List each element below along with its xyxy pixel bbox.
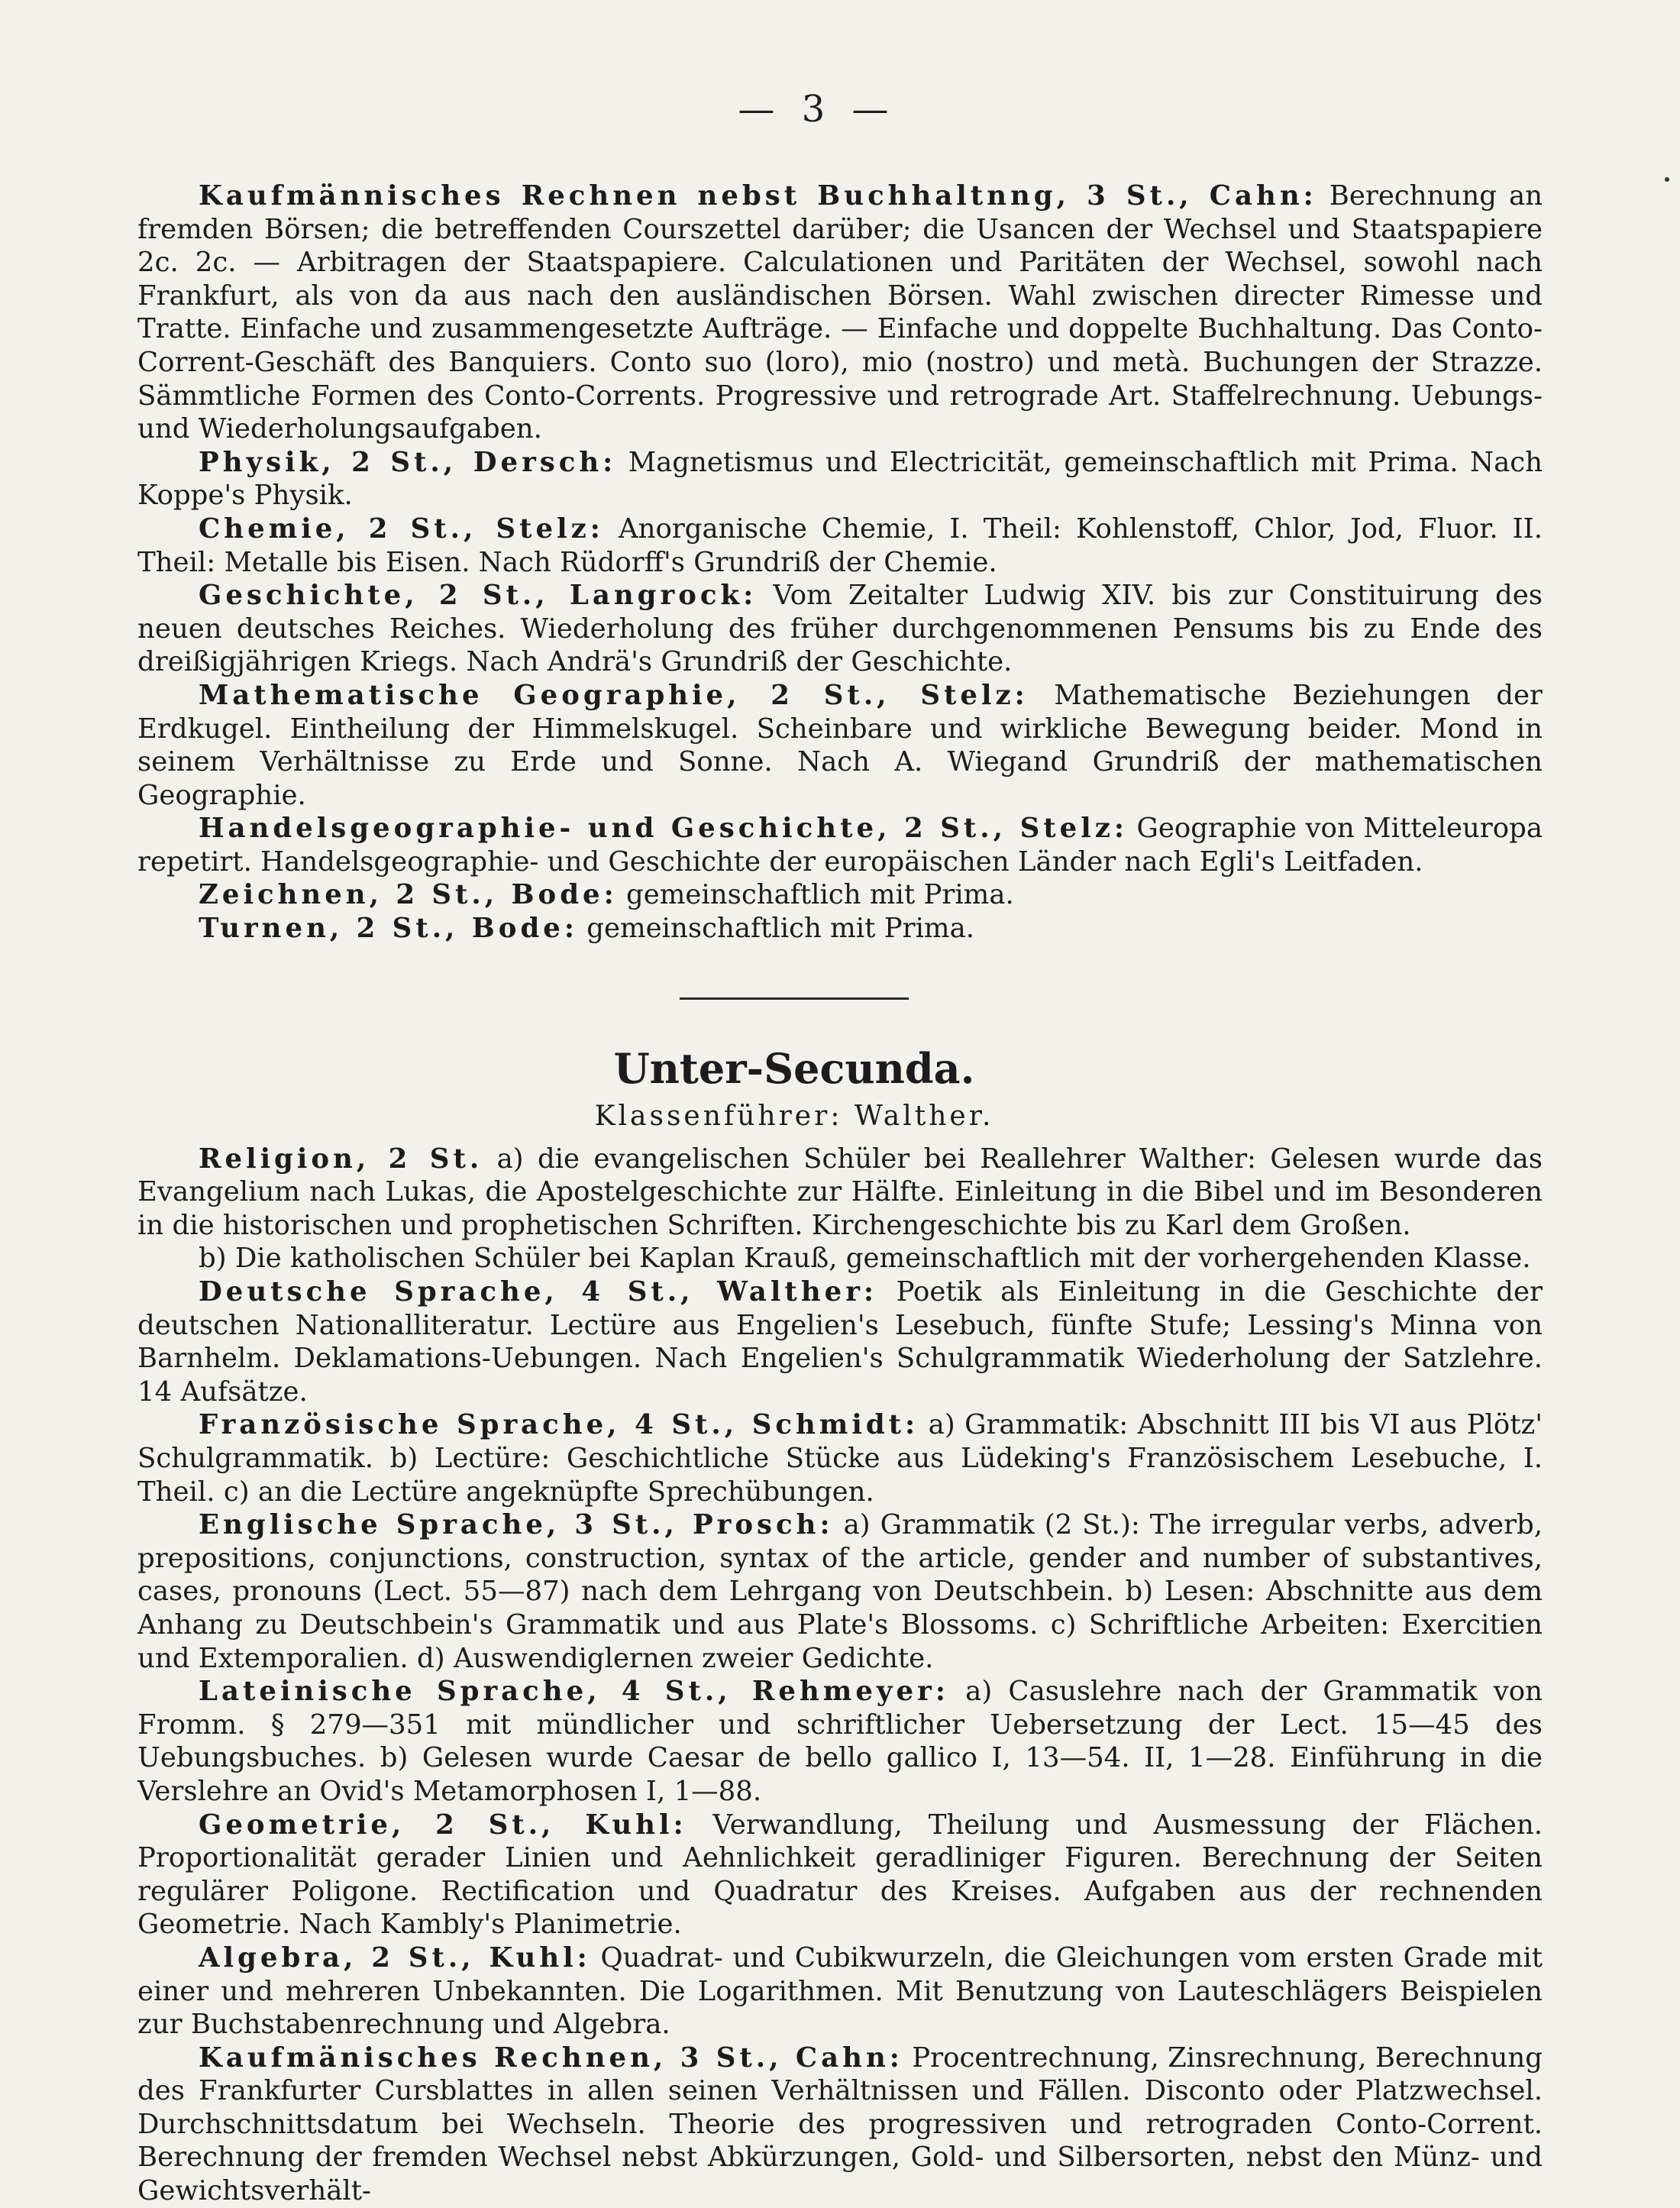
subject-heading: Turnen, 2 St., Bode: [199,913,578,945]
subject-text: b) Die katholischen Schüler bei Kaplan Krauß, gemeinschaftlich mit der vorhergehenden Klasse. [199,1243,1531,1275]
subject-text: a) Grammatik (2 St.): The irregular verbs, adverb, prepositions, conjunctions, construction, syntax of the article, gender and number of substantives, cases, pronouns (Lect. 55—87) nach dem Lehrgang von Deutschbein. b) Lesen: Abschnitte aus dem Anhang zu Deutschbein's Grammatik und aus Plate's Blossoms. c) Schriftliche Arbeiten: Exercitien und Extemporalien. d) Auswendiglernen zweier Gedichte. [137,1509,1543,1674]
subject-heading: Geschichte, 2 St., Langrock: [199,580,758,612]
subject-paragraph [137,1242,1543,1275]
subject-paragraph [137,1508,1543,1675]
section-divider [680,997,909,1000]
subject-paragraph [137,1143,1543,1243]
subject-heading: Zeichnen, 2 St., Bode: [199,879,618,911]
subject-text: Quadrat- und Cubikwurzeln, die Gleichungen vom ersten Grade mit einer und mehreren Unbekannten. Die Logarithmen. Mit Benutzung von Lauteschlägers Beispielen zur Buchstabenrechnung und Algebra. [137,1941,1543,2041]
subject-paragraph [137,1675,1543,1808]
subject-heading: Geometrie, 2 St., Kuhl: [199,1809,687,1841]
subject-paragraph [137,1275,1543,1408]
subject-text: gemeinschaftlich mit Prima. [577,913,975,945]
section-unter-secunda [137,1143,1543,2208]
subject-heading: Physik, 2 St., Dersch: [199,446,617,478]
subject-heading: Handelsgeographie- und Geschichte, 2 St., Stelz: [199,813,1128,845]
subject-text: a) die evangelischen Schüler bei Reallehrer Walther: Gelesen wurde das Evangelium nach Lukas, die Apostelgeschichte zur Hälfte. Einleitung in die Bibel und im Besonderen in die historischen und prophetischen Schriften. Kirchengeschichte bis zu Karl dem Großen. [137,1143,1543,1241]
subject-paragraph [137,812,1543,878]
subject-heading: Englische Sprache, 3 St., Prosch: [199,1509,834,1541]
subject-text: Anorganische Chemie, I. Theil: Kohlenstoff, Chlor, Jod, Fluor. II. Theil: Metalle bis Eisen. Nach Rüdorff's Grundriß der Chemie. [137,512,1543,578]
subject-paragraph [137,912,1543,946]
subject-text: Verwandlung, Theilung und Ausmessung der Flächen. Proportionalität gerader Linien und Aehnlichkeit geradliniger Figuren. Berechnung der Seiten regulärer Poligone. Rectification und Quadratur des Kreises. Aufgaben aus der rechnenden Geometrie. Nach Kambly's Planimetrie. [137,1809,1543,1941]
subject-heading: Deutsche Sprache, 4 St., Walther: [199,1276,878,1308]
subject-text: gemeinschaftlich mit Prima. [617,879,1014,911]
subject-text: a) Casuslehre nach der Grammatik von Fromm. § 279—351 mit mündlicher und schriftlicher Uebersetzung der Lect. 15—45 des Uebungsbuches. b) Gelesen wurde Caesar de bello gallico I, 13—54. II, 1—28. Einführung in die Verslehre an Ovid's Metamorphosen I, 1—88. [137,1676,1543,1807]
subject-heading: Algebra, 2 St., Kuhl: [199,1941,591,1974]
subject-text: Poetik als Einleitung in die Geschichte der deutschen Nationalliteratur. Lectüre aus Engelien's Lesebuch, fünfte Stufe; Lessing's Minna von Barnhelm. Deklamations-Uebungen. Nach Engelien's Schulgrammatik Wiederholung der Satzlehre. 14 Aufsätze. [137,1276,1543,1408]
subject-heading: Mathematische Geographie, 2 St., Stelz: [199,679,1029,711]
subject-text: Mathematische Beziehungen der Erdkugel. Eintheilung der Himmelskugel. Scheinbare und wirkliche Bewegung beider. Mond in seinem Verhältnisse zu Erde und Sonne. Nach A. Wiegand Grundriß der mathematischen Geographie. [137,679,1543,811]
subject-heading: Chemie, 2 St., Stelz: [199,512,604,545]
page [137,88,1543,2208]
subject-paragraph [137,1941,1543,2042]
section-prima-continued [137,179,1543,946]
subject-heading: Religion, 2 St. [199,1143,483,1175]
subject-text: a) Grammatik: Abschnitt III bis VI aus Plötz' Schulgrammatik. b) Lectüre: Geschichtliche Stücke aus Lüdeking's Französischem Lesebuche, I. Theil. c) an die Lectüre angeknüpfte Sprechübungen. [137,1409,1543,1508]
subject-text: Magnetismus und Electricität, gemeinschaftlich mit Prima. Nach Koppe's Physik. [137,446,1543,512]
subject-text: Procentrechnung, Zinsrechnung, Berechnung des Frankfurter Cursblattes in allen seinen Verhältnissen und Fällen. Disconto oder Platzwechsel. Durchschnittsdatum bei Wechseln. Theorie des progressiven und retrograden Conto-Corrent. Berechnung der fremden Wechsel nebst Abkürzungen, Gold- und Silbersorten, nebst den Münz- und Gewichtsverhält- [137,2042,1543,2207]
subject-paragraph [137,1809,1543,1941]
class-leader: Klassenführer: Walther. [594,1100,994,1132]
subject-paragraph [137,179,1543,446]
subject-text: Berechnung an fremden Börsen; die betreffenden Courszettel darüber; die Usancen der Wechsel und Staatspapiere 2c. 2c. — Arbitragen der Staatspapiere. Calculationen und Paritäten der Wechsel, sowohl nach Frankfurt, als von da aus nach den ausländischen Börsen. Wahl zwischen directer Rimesse und Tratte. Einfache und zusammengesetzte Aufträge. — Einfache und doppelte Buchhaltung. Das Conto-Corrent-Geschäft des Banquiers. Conto suo (loro), mio (nostro) und metà. Buchungen der Strazze. Sämmtliche Formen des Conto-Corrents. Progressive und retrograde Art. Staffelrechnung. Uebungs- und Wiederholungsaufgaben. [137,180,1543,445]
subject-paragraph [137,579,1543,679]
subject-paragraph [137,878,1543,912]
page-number: — 3 — [738,88,897,131]
subject-heading: Kaufmänisches Rechnen, 3 St., Cahn: [199,2042,903,2074]
subject-text: Vom Zeitalter Ludwig XIV. bis zur Constituirung des neuen deutsches Reiches. Wiederholung des früher durchgenommenen Pensums bis zu Ende des dreißigjährigen Kriegs. Nach Andrä's Grundriß der Geschichte. [137,580,1543,678]
subject-heading: Kaufmännisches Rechnen nebst Buchhaltnng, 3 St., Cahn: [199,180,1317,212]
subject-paragraph [137,1408,1543,1508]
subject-paragraph [137,446,1543,512]
subject-heading: Französische Sprache, 4 St., Schmidt: [199,1409,919,1441]
subject-heading: Lateinische Sprache, 4 St., Rehmeyer: [199,1676,949,1708]
subject-paragraph [137,512,1543,579]
subject-paragraph [137,679,1543,812]
subject-text: Geographie von Mitteleuropa repetirt. Handelsgeographie- und Geschichte der europäischen Länder nach Egli's Leitfaden. [137,813,1543,878]
section-title: Unter-Secunda. [613,1043,975,1093]
margin-dot [1665,177,1669,182]
subject-paragraph [137,2042,1543,2208]
